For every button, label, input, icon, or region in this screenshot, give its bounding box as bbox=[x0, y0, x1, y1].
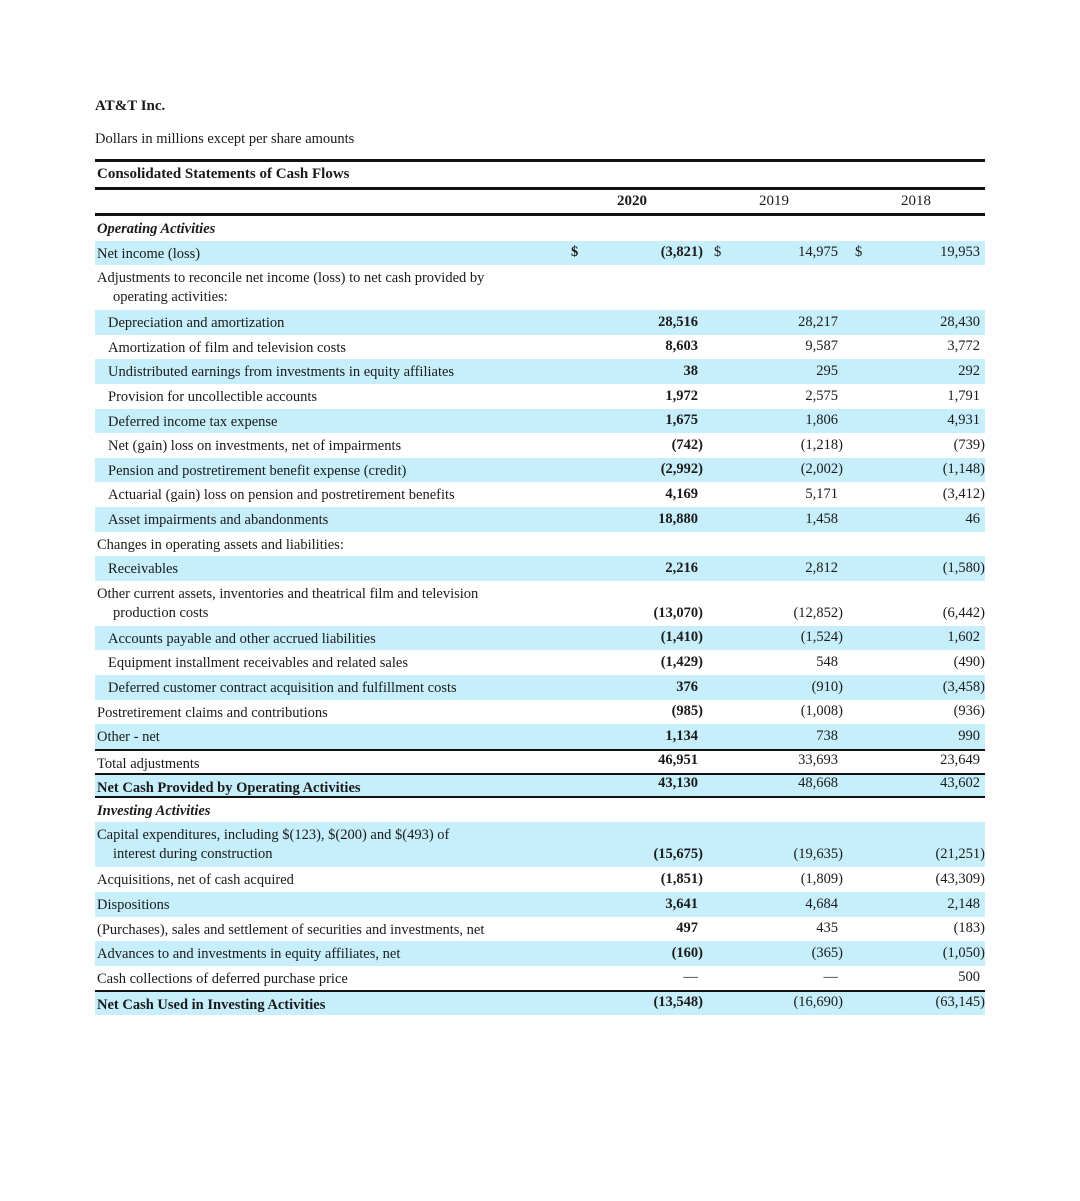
subheading-changes bbox=[95, 532, 985, 557]
value-2020: 46,951 bbox=[658, 752, 698, 769]
value-2018: (1,148) bbox=[942, 461, 985, 478]
value-2019: — bbox=[823, 969, 838, 986]
value-2018: 4,931 bbox=[947, 412, 980, 429]
value-2020: 1,675 bbox=[665, 412, 698, 429]
value-2019: 2,575 bbox=[805, 387, 838, 404]
value-2018: (1,050) bbox=[942, 944, 985, 961]
statement-title: Consolidated Statements of Cash Flows bbox=[97, 166, 350, 182]
table-row-other-net bbox=[95, 724, 985, 749]
value-2019: (1,218) bbox=[800, 436, 843, 453]
value-2018: 23,649 bbox=[940, 752, 980, 769]
row-label: Net income (loss) bbox=[97, 245, 201, 262]
value-2020: (13,548) bbox=[653, 994, 703, 1011]
value-2019: 14,975 bbox=[798, 244, 838, 261]
row-label: Pension and postretirement benefit expense (credit) bbox=[108, 462, 407, 479]
value-2019: 48,668 bbox=[798, 774, 838, 791]
value-2019: (1,008) bbox=[800, 703, 843, 720]
section-title: Investing Activities bbox=[97, 802, 211, 819]
statement-table bbox=[95, 216, 985, 1015]
value-2020: (3,821) bbox=[660, 244, 703, 261]
value-2019: 295 bbox=[816, 362, 838, 379]
divider-title bbox=[95, 187, 985, 190]
value-2020: 8,603 bbox=[665, 338, 698, 355]
value-2018: 28,430 bbox=[940, 313, 980, 330]
row-label: Deferred customer contract acquisition and fulfillment costs bbox=[108, 679, 457, 696]
value-2020: 18,880 bbox=[658, 510, 698, 527]
row-label: Deferred income tax expense bbox=[108, 413, 278, 430]
value-2019: 738 bbox=[816, 727, 838, 744]
row-label: Depreciation and amortization bbox=[108, 315, 285, 332]
value-2018: (6,442) bbox=[942, 604, 985, 621]
section-title: Operating Activities bbox=[97, 221, 216, 237]
table-row bbox=[95, 433, 985, 458]
row-label: Actuarial (gain) loss on pension and postretirement benefits bbox=[108, 487, 455, 504]
value-2019: (910) bbox=[811, 678, 843, 695]
value-2018: (3,412) bbox=[942, 485, 985, 502]
row-label: Total adjustments bbox=[97, 755, 200, 772]
label-line-2: production costs bbox=[113, 604, 209, 621]
table-row bbox=[95, 359, 985, 384]
value-2018: 19,953 bbox=[940, 244, 980, 261]
row-label: Net Cash Provided by Operating Activities bbox=[97, 780, 361, 797]
row-label: Accounts payable and other accrued liabilities bbox=[108, 630, 376, 647]
table-row bbox=[95, 626, 985, 651]
value-2019: 548 bbox=[816, 653, 838, 670]
label-line-1: Capital expenditures, including $(123), $(200) and $(493) of bbox=[97, 827, 450, 844]
value-2020: 376 bbox=[676, 678, 698, 695]
table-row bbox=[95, 458, 985, 483]
value-2019: 1,458 bbox=[805, 510, 838, 527]
table-row-capex bbox=[95, 822, 985, 867]
value-2018: (3,458) bbox=[942, 678, 985, 695]
column-header-2020: 2020 bbox=[617, 193, 647, 209]
row-label: Other - net bbox=[97, 729, 160, 746]
table-row bbox=[95, 310, 985, 335]
value-2019: 4,684 bbox=[805, 895, 838, 912]
table-row-postretirement bbox=[95, 700, 985, 725]
value-2018: (63,145) bbox=[935, 994, 985, 1011]
value-2018: 292 bbox=[958, 362, 980, 379]
row-label: Cash collections of deferred purchase price bbox=[97, 970, 348, 987]
table-row-net-cash-operating bbox=[95, 773, 985, 798]
value-2019: 33,693 bbox=[798, 752, 838, 769]
value-2018: 500 bbox=[958, 969, 980, 986]
row-label: (Purchases), sales and settlement of securities and investments, net bbox=[97, 921, 485, 938]
value-2020: (1,410) bbox=[660, 629, 703, 646]
value-2020: (985) bbox=[671, 703, 703, 720]
value-2018: 1,791 bbox=[947, 387, 980, 404]
divider-top bbox=[95, 159, 985, 162]
value-2020: (13,070) bbox=[653, 604, 703, 621]
value-2018: (43,309) bbox=[935, 871, 985, 888]
label-line-1: Adjustments to reconcile net income (loss) to net cash provided by bbox=[97, 270, 485, 287]
value-2020: 1,972 bbox=[665, 387, 698, 404]
table-row bbox=[95, 966, 985, 991]
value-2020: 4,169 bbox=[665, 485, 698, 502]
value-2018: (936) bbox=[953, 703, 985, 720]
value-2020: (1,429) bbox=[660, 653, 703, 670]
table-row-receivables bbox=[95, 556, 985, 581]
value-2020: 2,216 bbox=[665, 559, 698, 576]
row-label bbox=[97, 269, 552, 307]
row-label: Amortization of film and television costs bbox=[108, 339, 346, 356]
value-2019: 1,806 bbox=[805, 412, 838, 429]
currency-symbol: $ bbox=[571, 244, 579, 261]
table-row bbox=[95, 675, 985, 700]
table-row bbox=[95, 482, 985, 507]
value-2018: (1,580) bbox=[942, 559, 985, 576]
table-row bbox=[95, 892, 985, 917]
company-name: AT&T Inc. bbox=[95, 98, 166, 114]
units-note: Dollars in millions except per share amounts bbox=[95, 131, 355, 147]
value-2020: 3,641 bbox=[665, 895, 698, 912]
column-header-2018: 2018 bbox=[901, 193, 931, 209]
row-label: Dispositions bbox=[97, 897, 170, 914]
table-row-net-cash-investing bbox=[95, 990, 985, 1015]
row-label: Equipment installment receivables and related sales bbox=[108, 655, 408, 672]
value-2018: (183) bbox=[953, 920, 985, 937]
value-2020: (160) bbox=[671, 944, 703, 961]
value-2019: (12,852) bbox=[793, 604, 843, 621]
value-2018: 990 bbox=[958, 727, 980, 744]
value-2020: 1,134 bbox=[665, 727, 698, 744]
row-label: Undistributed earnings from investments in equity affiliates bbox=[108, 364, 455, 381]
value-2019: (19,635) bbox=[793, 846, 843, 863]
table-row bbox=[95, 384, 985, 409]
value-2018: (21,251) bbox=[935, 846, 985, 863]
value-2019: (2,002) bbox=[800, 461, 843, 478]
row-label: Provision for uncollectible accounts bbox=[108, 388, 317, 405]
value-2020: 28,516 bbox=[658, 313, 698, 330]
row-label: Postretirement claims and contributions bbox=[97, 704, 328, 721]
value-2018: 1,602 bbox=[947, 629, 980, 646]
row-label: Acquisitions, net of cash acquired bbox=[97, 872, 294, 889]
value-2020: 38 bbox=[683, 362, 698, 379]
value-2020: (15,675) bbox=[653, 846, 703, 863]
currency-symbol: $ bbox=[714, 244, 722, 261]
value-2018: 46 bbox=[965, 510, 980, 527]
column-header-2019: 2019 bbox=[759, 193, 789, 209]
currency-symbol: $ bbox=[855, 244, 863, 261]
table-row bbox=[95, 941, 985, 966]
table-row-total-adjustments bbox=[95, 749, 985, 774]
value-2018: 43,602 bbox=[940, 774, 980, 791]
value-2018: (490) bbox=[953, 653, 985, 670]
value-2019: (1,809) bbox=[800, 871, 843, 888]
value-2019: 2,812 bbox=[805, 559, 838, 576]
row-label: Advances to and investments in equity affiliates, net bbox=[97, 946, 401, 963]
row-label bbox=[97, 826, 552, 864]
row-label: Receivables bbox=[108, 561, 179, 578]
value-2020: 497 bbox=[676, 920, 698, 937]
section-heading-operating bbox=[95, 216, 985, 241]
table-row bbox=[95, 507, 985, 532]
row-label bbox=[97, 585, 552, 623]
value-2020: (742) bbox=[671, 436, 703, 453]
value-2018: 3,772 bbox=[947, 338, 980, 355]
table-row bbox=[95, 335, 985, 360]
value-2020: — bbox=[683, 969, 698, 986]
value-2020: 43,130 bbox=[658, 774, 698, 791]
row-label: Changes in operating assets and liabilities: bbox=[97, 536, 344, 553]
table-row bbox=[95, 867, 985, 892]
label-line-1: Other current assets, inventories and theatrical film and television bbox=[97, 585, 479, 602]
value-2019: (16,690) bbox=[793, 994, 843, 1011]
value-2019: (1,524) bbox=[800, 629, 843, 646]
table-row-other-current-assets bbox=[95, 581, 985, 626]
value-2018: 2,148 bbox=[947, 895, 980, 912]
value-2019: (365) bbox=[811, 944, 843, 961]
section-heading-investing bbox=[95, 798, 985, 823]
value-2018: (739) bbox=[953, 436, 985, 453]
row-label: Net (gain) loss on investments, net of impairments bbox=[108, 438, 402, 455]
label-line-2: operating activities: bbox=[113, 289, 228, 306]
row-label: Net Cash Used in Investing Activities bbox=[97, 997, 326, 1014]
value-2019: 28,217 bbox=[798, 313, 838, 330]
value-2019: 435 bbox=[816, 920, 838, 937]
label-line-2: interest during construction bbox=[113, 846, 273, 863]
value-2020: (2,992) bbox=[660, 461, 703, 478]
row-label: Asset impairments and abandonments bbox=[108, 511, 329, 528]
table-row bbox=[95, 650, 985, 675]
table-row bbox=[95, 409, 985, 434]
table-row-net-income bbox=[95, 241, 985, 266]
table-row bbox=[95, 917, 985, 942]
value-2020: (1,851) bbox=[660, 871, 703, 888]
value-2019: 5,171 bbox=[805, 485, 838, 502]
subheading-adjustments bbox=[95, 265, 985, 310]
value-2019: 9,587 bbox=[805, 338, 838, 355]
